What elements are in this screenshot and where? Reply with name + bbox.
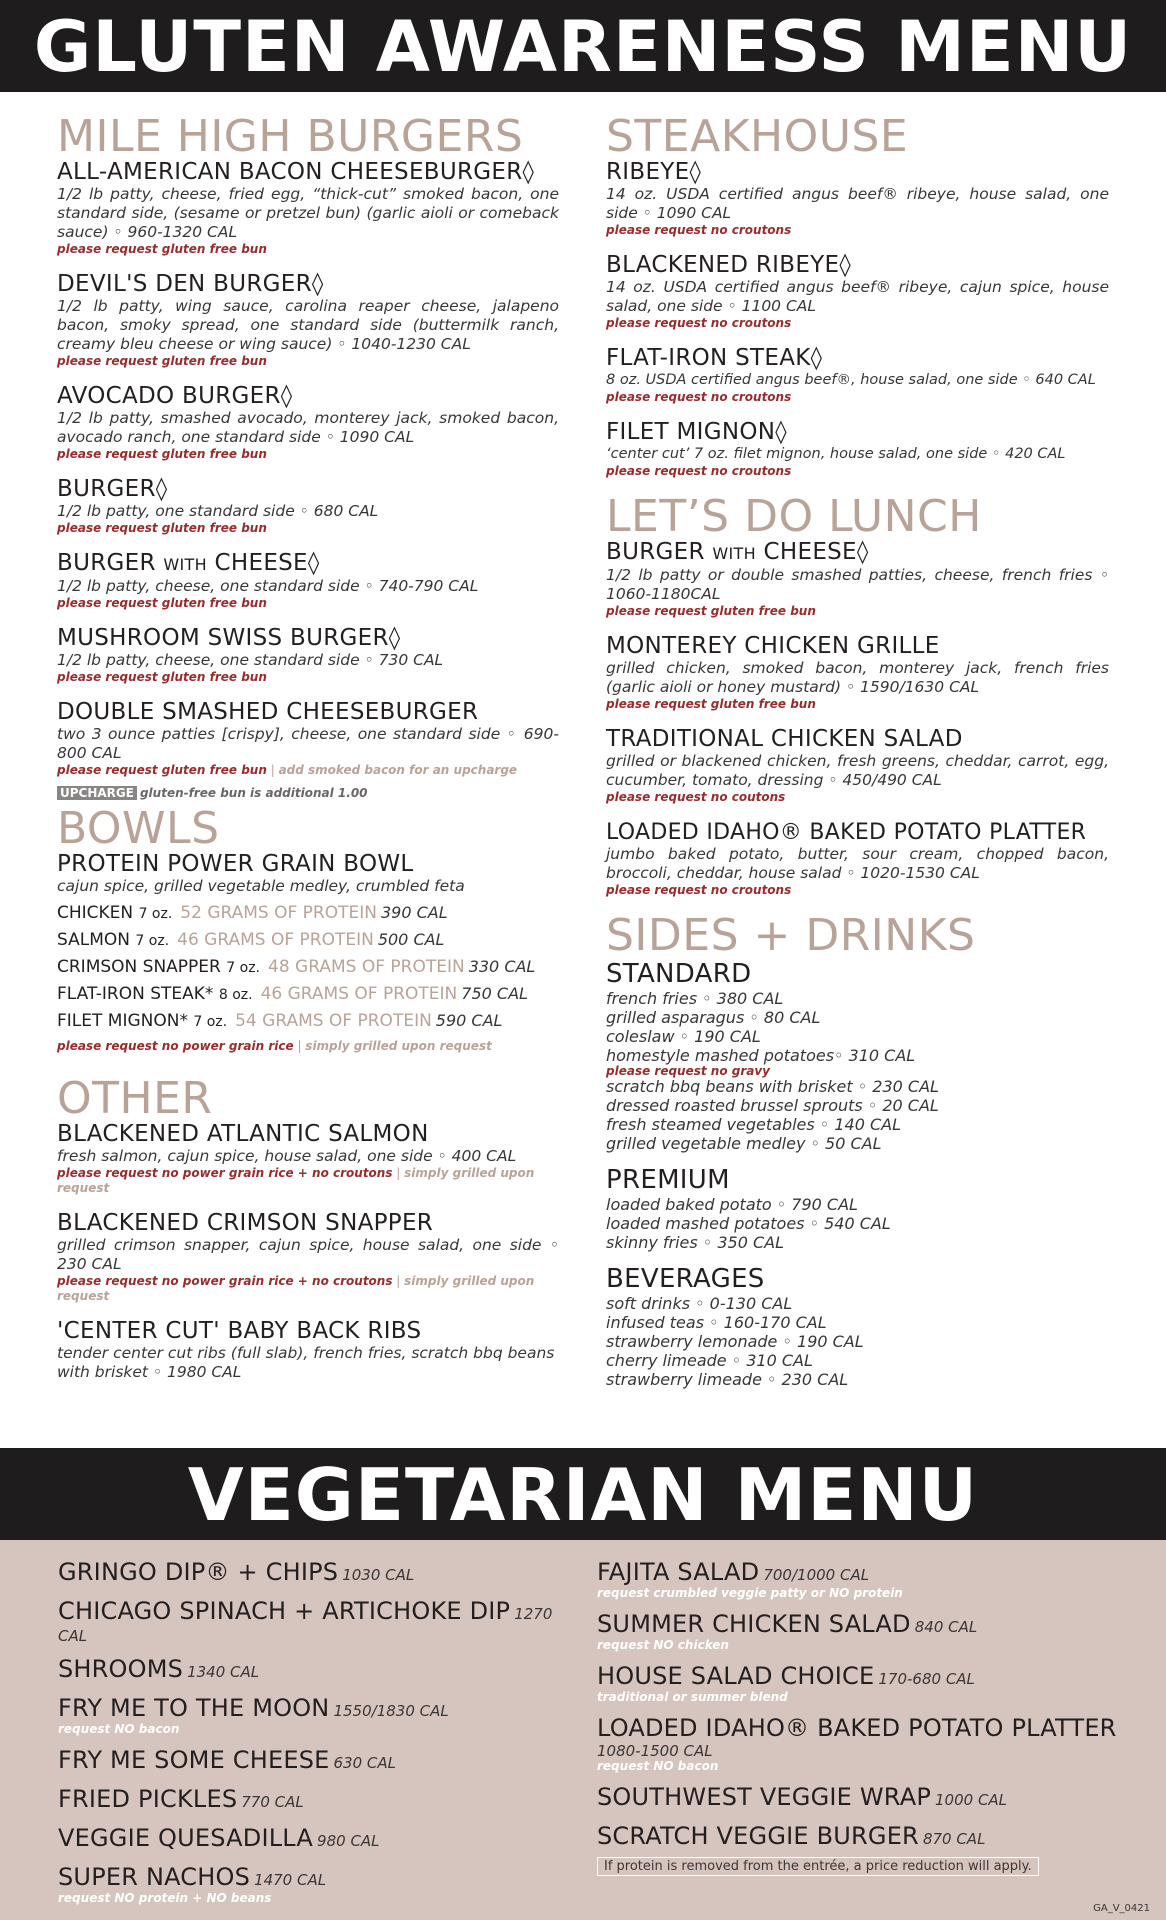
request-text: please request no power grain rice + no croutons xyxy=(57,1166,393,1180)
bowl-protein-grams: 46 GRAMS OF PROTEIN xyxy=(260,984,458,1004)
item-description: jumbo baked potato, butter, sour cream, chopped bacon, broccoli, cheddar, house salad ◦ 1020-1530 CAL xyxy=(606,845,1109,882)
item-request xyxy=(57,763,559,778)
veg-item-name: FAJITA SALAD xyxy=(597,1558,760,1586)
item-request: please request gluten free bun xyxy=(57,354,267,368)
item-name-part: BURGER xyxy=(57,550,156,576)
item-name: MUSHROOM SWISS BURGER◊ xyxy=(57,625,401,651)
bowl-oz: 7 oz. xyxy=(138,906,173,922)
bowl-calories: 500 CAL xyxy=(377,930,445,949)
item-request: please request gluten free bun xyxy=(606,697,816,711)
list-item: skinny fries ◦ 350 CAL xyxy=(606,1233,784,1252)
item-description: 1/2 lb patty, wing sauce, carolina reaper cheese, jalapeno bacon, smoky spread, one standard side (buttermilk ranch, creamy bleu cheese or wing sauce) ◦ 1040-1230 CAL xyxy=(57,297,559,353)
request-alternative: add smoked bacon for an upcharge xyxy=(278,763,518,777)
bowl-protein-grams: 52 GRAMS OF PROTEIN xyxy=(180,903,377,923)
bowl-option xyxy=(57,1008,559,1035)
section-title-steakhouse: STEAKHOUSE xyxy=(606,111,909,162)
veg-item-calories: 1000 CAL xyxy=(935,1791,1008,1809)
menu-item xyxy=(57,272,559,369)
list-item: loaded mashed potatoes ◦ 540 CAL xyxy=(606,1214,891,1233)
item-name: 'CENTER CUT' BABY BACK RIBS xyxy=(57,1318,422,1344)
menu-item xyxy=(57,384,559,462)
veg-item-calories: 840 CAL xyxy=(914,1618,978,1636)
item-description: cajun spice, grilled vegetable medley, crumbled feta xyxy=(57,877,465,895)
veg-item-calories: 700/1000 CAL xyxy=(763,1566,870,1584)
veg-item-name: HOUSE SALAD CHOICE xyxy=(597,1662,875,1690)
item-name-part: WITH xyxy=(163,555,207,574)
veg-item xyxy=(58,1694,578,1736)
item-request: please request no croutons xyxy=(606,223,792,237)
item-description: 1/2 lb patty, smashed avocado, monterey jack, smoked bacon, avocado ranch, one standard side ◦ 1090 CAL xyxy=(57,409,559,446)
menu-item xyxy=(606,160,1109,238)
veg-item-calories: 630 CAL xyxy=(333,1754,396,1772)
item-request: please request gluten free bun xyxy=(57,242,267,256)
item-request xyxy=(57,1039,559,1054)
veg-item-calories: 770 CAL xyxy=(241,1793,304,1811)
item-description: 14 oz. USDA certified angus beef® ribeye, cajun spice, house salad, one side ◦ 1100 CAL xyxy=(606,278,1109,315)
veg-item-calories: 1340 CAL xyxy=(187,1663,260,1681)
item-name xyxy=(57,551,559,577)
item-name: PROTEIN POWER GRAIN BOWL xyxy=(57,851,414,877)
veg-item-calories: 1080-1500 CAL xyxy=(597,1742,713,1760)
item-request: please request no croutons xyxy=(606,883,792,897)
veg-item-calories: 170-680 CAL xyxy=(878,1670,975,1688)
menu-item xyxy=(57,700,559,778)
vegetarian-menu xyxy=(0,1540,1166,1920)
bowl-protein-grams: 54 GRAMS OF PROTEIN xyxy=(235,1011,432,1031)
section-title-lunch: LET’S DO LUNCH xyxy=(606,491,982,542)
item-description: fresh salmon, cajun spice, house salad, one side ◦ 400 CAL xyxy=(57,1147,517,1165)
beverages-title: BEVERAGES xyxy=(606,1264,765,1294)
item-name: BLACKENED ATLANTIC SALMON xyxy=(57,1121,429,1147)
gluten-left-column xyxy=(57,111,559,1397)
item-request: please request no croutons xyxy=(606,316,792,330)
separator: | xyxy=(293,1039,306,1053)
veg-item-note: request crumbled veggie patty or NO protein xyxy=(597,1586,903,1600)
item-name: LOADED IDAHO® BAKED POTATO PLATTER xyxy=(606,820,1087,845)
item-name: FILET MIGNON◊ xyxy=(606,419,787,445)
vegetarian-right-column xyxy=(597,1558,1117,1876)
item-request: please request no croutons xyxy=(606,464,792,478)
veg-item-calories: 1030 CAL xyxy=(342,1566,415,1584)
veg-item-name: SUMMER CHICKEN SALAD xyxy=(597,1610,911,1638)
item-description: two 3 ounce patties [crispy], cheese, one standard side ◦ 690-800 CAL xyxy=(57,725,559,762)
bowl-option xyxy=(57,954,559,981)
menu-item xyxy=(606,540,1109,619)
item-name-part: BURGER xyxy=(606,539,705,565)
veg-item xyxy=(597,1822,1117,1851)
veg-item xyxy=(597,1662,1117,1704)
veg-item-name: FRY ME SOME CHEESE xyxy=(58,1746,330,1774)
bowl-protein-name: CRIMSON SNAPPER xyxy=(57,957,221,977)
item-name: BLACKENED CRIMSON SNAPPER xyxy=(57,1210,434,1236)
veg-item xyxy=(58,1558,578,1587)
bowl-protein-grams: 48 GRAMS OF PROTEIN xyxy=(268,957,465,977)
item-description: grilled crimson snapper, cajun spice, house salad, one side ◦ 230 CAL xyxy=(57,1236,559,1273)
menu-item xyxy=(57,1211,559,1304)
veg-item-name: LOADED IDAHO® BAKED POTATO PLATTER xyxy=(597,1714,1117,1742)
veg-item-name: FRY ME TO THE MOON xyxy=(58,1694,330,1722)
menu-item xyxy=(57,1319,559,1382)
item-description: tender center cut ribs (full slab), french fries, scratch bbq beans with brisket ◦ 1980 CAL xyxy=(57,1344,555,1381)
item-request: please request gluten free bun xyxy=(57,596,267,610)
bowl-oz: 8 oz. xyxy=(218,987,253,1003)
bowl-protein-name: FILET MIGNON* xyxy=(57,1011,188,1031)
item-name: ALL-AMERICAN BACON CHEESEBURGER◊ xyxy=(57,159,535,185)
veg-item xyxy=(597,1558,1117,1600)
menu-item xyxy=(606,820,1109,898)
gluten-right-column xyxy=(606,111,1109,1401)
item-request: please request gluten free bun xyxy=(57,670,267,684)
item-name-part: CHEESE◊ xyxy=(763,539,869,565)
item-request: please request gluten free bun xyxy=(606,604,816,618)
upcharge-text: gluten-free bun is additional 1.00 xyxy=(139,786,368,800)
bowl-option xyxy=(57,981,559,1008)
item-request xyxy=(57,1166,559,1196)
veg-item xyxy=(58,1824,578,1853)
item-description: 1/2 lb patty, cheese, one standard side ◦ 730 CAL xyxy=(57,651,444,669)
veg-item-name: SUPER NACHOS xyxy=(58,1863,251,1891)
sides-premium-title: PREMIUM xyxy=(606,1165,730,1195)
veg-item-name: VEGGIE QUESADILLA xyxy=(58,1824,314,1852)
bowl-protein-grams: 46 GRAMS OF PROTEIN xyxy=(177,930,374,950)
bowl-protein-name: SALMON xyxy=(57,930,130,950)
upcharge-tag: UPCHARGE xyxy=(57,786,137,800)
bowl-calories: 330 CAL xyxy=(468,957,536,976)
bowl-oz: 7 oz. xyxy=(226,960,260,976)
bowl-protein-name: CHICKEN xyxy=(57,903,134,923)
bowl-protein-name: FLAT-IRON STEAK* xyxy=(57,984,214,1004)
veg-item-note: request NO protein + NO beans xyxy=(58,1891,272,1905)
item-description: 1/2 lb patty or double smashed patties, cheese, french fries ◦ 1060-1180CAL xyxy=(606,566,1109,603)
list-item: dressed roasted brussel sprouts ◦ 20 CAL xyxy=(606,1096,939,1115)
request-text: please request no power grain rice xyxy=(57,1039,294,1053)
section-title-sides: SIDES + DRINKS xyxy=(606,910,976,961)
item-description: ‘center cut’ 7 oz. filet mignon, house salad, one side ◦ 420 CAL xyxy=(606,446,1066,462)
veg-item xyxy=(597,1714,1117,1773)
veg-item-calories: 1470 CAL xyxy=(254,1871,327,1889)
item-request: please request gluten free bun xyxy=(57,521,267,535)
list-item: grilled vegetable medley ◦ 50 CAL xyxy=(606,1134,882,1153)
vegetarian-left-column xyxy=(58,1558,578,1915)
section-title-other: OTHER xyxy=(57,1073,213,1124)
item-description: 1/2 lb patty, cheese, one standard side ◦ 740-790 CAL xyxy=(57,577,479,595)
item-name-part: CHEESE◊ xyxy=(214,550,320,576)
beverages xyxy=(606,1264,1109,1389)
menu-item xyxy=(57,626,559,685)
menu-item xyxy=(606,420,1109,479)
request-alternative: simply grilled upon request xyxy=(305,1039,492,1053)
veg-item xyxy=(597,1610,1117,1652)
menu-item xyxy=(57,160,559,257)
item-request: please request no gravy xyxy=(606,1064,770,1078)
list-item: strawberry limeade ◦ 230 CAL xyxy=(606,1370,849,1389)
item-name xyxy=(606,540,1109,566)
bowl-calories: 590 CAL xyxy=(435,1011,503,1030)
veg-item-calories: 1550/1830 CAL xyxy=(333,1702,449,1720)
veg-item xyxy=(58,1785,578,1814)
item-name: FLAT-IRON STEAK◊ xyxy=(606,345,823,371)
item-request: please request gluten free bun xyxy=(57,447,267,461)
sides-standard-title: STANDARD xyxy=(606,959,752,989)
item-name: TRADITIONAL CHICKEN SALAD xyxy=(606,726,963,752)
item-name-part: WITH xyxy=(712,544,756,563)
item-request: please request no croutons xyxy=(606,390,792,404)
list-item: loaded baked potato ◦ 790 CAL xyxy=(606,1195,858,1214)
list-item: fresh steamed vegetables ◦ 140 CAL xyxy=(606,1115,901,1134)
menu-item xyxy=(57,551,559,611)
request-alternative: simply grilled upon request xyxy=(57,1274,535,1303)
upcharge-note xyxy=(57,786,559,800)
gluten-menu-banner: GLUTEN AWARENESS MENU xyxy=(0,0,1166,92)
menu-item xyxy=(57,477,559,536)
list-item: infused teas ◦ 160-170 CAL xyxy=(606,1313,827,1332)
menu-item xyxy=(606,253,1109,331)
bowl-option xyxy=(57,927,559,954)
item-request: please request no coutons xyxy=(606,790,786,804)
item-name: RIBEYE◊ xyxy=(606,159,702,185)
veg-item-note: request NO bacon xyxy=(597,1759,719,1773)
item-name: DOUBLE SMASHED CHEESEBURGER xyxy=(57,699,479,725)
veg-item-calories: 980 CAL xyxy=(317,1832,380,1850)
veg-item-note: request NO chicken xyxy=(597,1638,729,1652)
veg-item-calories: 1270 CAL xyxy=(58,1605,553,1645)
item-description: 1/2 lb patty, one standard side ◦ 680 CAL xyxy=(57,502,379,520)
list-item: cherry limeade ◦ 310 CAL xyxy=(606,1351,813,1370)
veg-item xyxy=(597,1783,1117,1812)
veg-item-note: request NO bacon xyxy=(58,1722,180,1736)
bowl-oz: 7 oz. xyxy=(135,933,170,949)
item-name: DEVIL'S DEN BURGER◊ xyxy=(57,271,324,297)
separator: | xyxy=(392,1166,405,1180)
item-description: 14 oz. USDA certified angus beef® ribeye, house salad, one side ◦ 1090 CAL xyxy=(606,185,1109,222)
menu-item xyxy=(57,852,559,1054)
list-item: french fries ◦ 380 CAL xyxy=(606,989,784,1008)
veg-item-name: SHROOMS xyxy=(58,1655,184,1683)
menu-item xyxy=(606,727,1109,805)
vegetarian-menu-banner: VEGETARIAN MENU xyxy=(0,1448,1166,1540)
request-alternative: simply grilled upon request xyxy=(57,1166,535,1195)
item-name: BLACKENED RIBEYE◊ xyxy=(606,252,852,278)
protein-removal-note: If protein is removed from the entrée, a price reduction will apply. xyxy=(597,1857,1039,1876)
item-name: AVOCADO BURGER◊ xyxy=(57,383,293,409)
item-request xyxy=(57,1274,559,1304)
veg-item xyxy=(58,1655,578,1684)
item-description: grilled chicken, smoked bacon, monterey jack, french fries (garlic aioli or honey mustard) ◦ 1590/1630 CAL xyxy=(606,659,1109,696)
sides-premium xyxy=(606,1165,1109,1252)
veg-item-name: SOUTHWEST VEGGIE WRAP xyxy=(597,1783,931,1811)
list-item: coleslaw ◦ 190 CAL xyxy=(606,1027,761,1046)
item-description: 8 oz. USDA certified angus beef®, house salad, one side ◦ 640 CAL xyxy=(606,372,1096,388)
list-item: grilled asparagus ◦ 80 CAL xyxy=(606,1008,821,1027)
veg-item-calories: 870 CAL xyxy=(922,1830,986,1848)
separator: | xyxy=(392,1274,405,1288)
bowl-oz: 7 oz. xyxy=(193,1014,228,1030)
veg-item-name: CHICAGO SPINACH + ARTICHOKE DIP xyxy=(58,1597,511,1625)
veg-item xyxy=(58,1746,578,1775)
sides-standard xyxy=(606,959,1109,1153)
veg-item xyxy=(58,1863,578,1905)
list-item: soft drinks ◦ 0-130 CAL xyxy=(606,1294,793,1313)
bowl-option xyxy=(57,900,559,927)
menu-item xyxy=(606,346,1109,405)
bowl-calories: 390 CAL xyxy=(380,903,448,922)
veg-item-name: SCRATCH VEGGIE BURGER xyxy=(597,1822,919,1850)
list-item: scratch bbq beans with brisket ◦ 230 CAL xyxy=(606,1077,939,1096)
list-item: strawberry lemonade ◦ 190 CAL xyxy=(606,1332,864,1351)
menu-item xyxy=(606,634,1109,712)
menu-item xyxy=(57,1122,559,1196)
request-text: please request gluten free bun xyxy=(57,763,267,777)
list-item: homestyle mashed potatoes◦ 310 CAL xyxy=(606,1046,916,1065)
bowl-calories: 750 CAL xyxy=(461,984,528,1003)
request-text: please request no power grain rice + no croutons xyxy=(57,1274,393,1288)
item-description: 1/2 lb patty, cheese, fried egg, “thick-cut” smoked bacon, one standard side, (sesame or pretzel bun) (garlic aioli or comeback sauce) ◦ 960-1320 CAL xyxy=(57,185,559,241)
menu-code: GA_V_0421 xyxy=(1093,1903,1150,1914)
veg-item-name: FRIED PICKLES xyxy=(58,1785,238,1813)
item-description: grilled or blackened chicken, fresh greens, cheddar, carrot, egg, cucumber, tomato, dressing ◦ 450/490 CAL xyxy=(606,752,1109,789)
veg-item xyxy=(58,1597,578,1645)
veg-item-note: traditional or summer blend xyxy=(597,1690,788,1704)
section-title-bowls: BOWLS xyxy=(57,803,220,854)
item-name: MONTEREY CHICKEN GRILLE xyxy=(606,633,940,659)
separator: | xyxy=(266,763,279,777)
veg-item-name: GRINGO DIP® + CHIPS xyxy=(58,1558,339,1586)
section-title-burgers: MILE HIGH BURGERS xyxy=(57,111,524,162)
item-name: BURGER◊ xyxy=(57,476,168,502)
